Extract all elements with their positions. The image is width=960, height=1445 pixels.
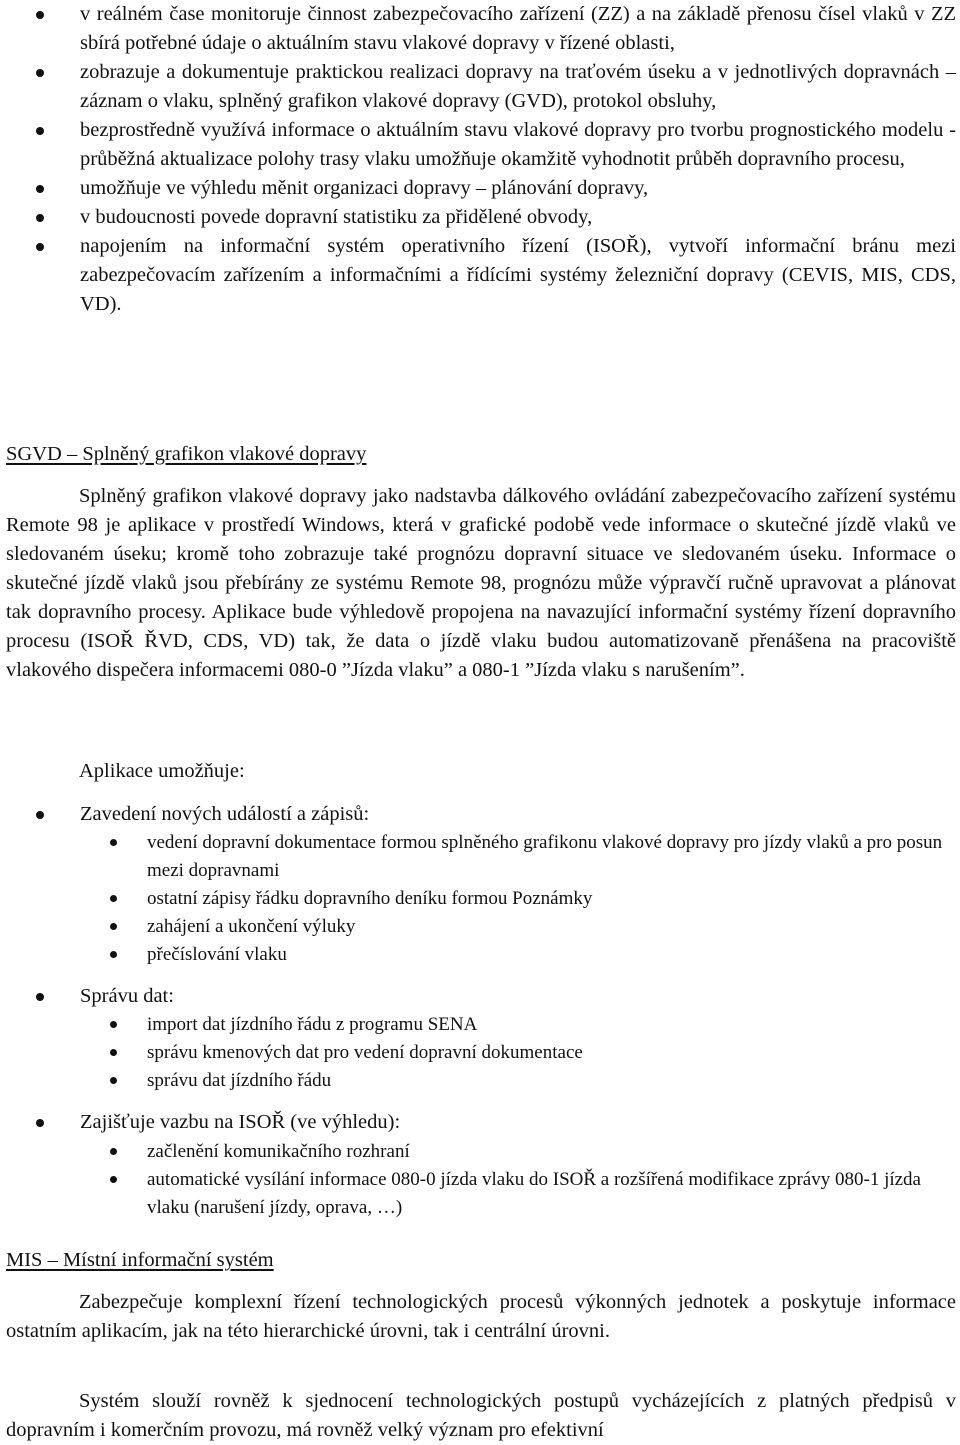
bullet-icon <box>36 185 44 193</box>
bullet-icon <box>36 214 44 222</box>
group-title: Zavedení nových událostí a zápisů: <box>0 800 956 829</box>
list-item: správu kmenových dat pro vedení dopravní dokumentace <box>0 1039 956 1067</box>
group-list-2 <box>0 982 956 1011</box>
bullet-icon <box>110 1021 117 1028</box>
list-item: přečíslování vlaku <box>0 941 956 969</box>
list-item: bezprostředně využívá informace o aktuálním stavu vlakové dopravy pro tvorbu prognostického modelu - průběžná aktualizace polohy trasy vlaku umožňuje okamžitě vyhodnotit průběh dopravního procesu, <box>0 116 956 174</box>
list-item: začlenění komunikačního rozhraní <box>0 1138 956 1166</box>
list-item: napojením na informační systém operativního řízení (ISOŘ), vytvoří informační bránu mezi zabezpečovacím zařízením a informačními a řídícími systémy železniční dopravy (CEVIS, MIS, CDS, VD). <box>0 232 956 319</box>
list-item: import dat jízdního řádu z programu SENA <box>0 1011 956 1039</box>
list-item: správu dat jízdního řádu <box>0 1067 956 1095</box>
feature-list <box>0 0 956 319</box>
list-item: automatické vysílání informace 080-0 jízda vlaku do ISOŘ a rozšířená modifikace zprávy 080-1 jízda vlaku (narušení jízdy, oprava, …) <box>0 1166 956 1222</box>
bullet-icon <box>110 839 117 846</box>
list-item: ostatní zápisy řádku dopravního deníku formou Poznámky <box>0 885 956 913</box>
bullet-icon <box>110 951 117 958</box>
bullet-icon <box>110 923 117 930</box>
bullet-icon <box>36 127 44 135</box>
group-items-3 <box>0 1138 956 1222</box>
mis-heading: MIS – Místní informační systém <box>6 1249 274 1271</box>
bullet-icon <box>36 993 44 1001</box>
mis-paragraph-1: Zabezpečuje komplexní řízení technologických procesů výkonných jednotek a poskytuje informace ostatním aplikacím, jak na této hierarchické úrovni, tak i centrální úrovni. <box>6 1291 956 1342</box>
bullet-icon <box>110 1148 117 1155</box>
bullet-icon <box>110 895 117 902</box>
bullet-icon <box>110 1077 117 1084</box>
group-items-2 <box>0 1011 956 1095</box>
list-item: vedení dopravní dokumentace formou splněného grafikonu vlakové dopravy pro jízdy vlaků a pro posun mezi dopravnami <box>0 829 956 885</box>
group-items-1 <box>0 829 956 969</box>
group-list-3 <box>0 1108 956 1137</box>
mis-paragraph-2: Systém slouží rovněž k sjednocení technologických postupů vycházejících z platných předpisů v dopravním i komerčním provozu, má rovněž velký význam pro efektivní <box>6 1390 956 1441</box>
bullet-icon <box>36 69 44 77</box>
sgvd-paragraph: Splněný grafikon vlakové dopravy jako nadstavba dálkového ovládání zabezpečovacího zařízení systému Remote 98 je aplikace v prostředí Windows, která v grafické podobě vede informace o skutečné jízdě vlaků ve sledovaném úseku; kromě toho zobrazuje také prognózu dopravní situace ve sledovaném úseku. Informace o skutečné jízdě vlaků jsou přebírány ze systému Remote 98, prognózu může výpravčí ručně upravovat a plánovat tak dopravního procesy. Aplikace bude výhledově propojena na navazující informační systémy řízení dopravního procesu (ISOŘ ŘVD, CDS, VD) tak, že data o jízdě vlaku budou automatizovaně přenášena na pracoviště vlakového dispečera informacemi 080-0 ”Jízda vlaku” a 080-1 ”Jízda vlaku s narušením”. <box>6 485 956 681</box>
bullet-icon <box>36 11 44 19</box>
bullet-icon <box>110 1049 117 1056</box>
list-item: zahájení a ukončení výluky <box>0 913 956 941</box>
list-item: v reálném čase monitoruje činnost zabezpečovacího zařízení (ZZ) a na základě přenosu čísel vlaků v ZZ sbírá potřebné údaje o aktuálním stavu vlakové dopravy v řízené oblasti, <box>0 0 956 58</box>
bullet-icon <box>36 1119 44 1127</box>
group-title: Zajišťuje vazbu na ISOŘ (ve výhledu): <box>0 1108 956 1137</box>
app-intro: Aplikace umožňuje: <box>79 760 245 782</box>
list-item: zobrazuje a dokumentuje praktickou realizaci dopravy na traťovém úseku a v jednotlivých dopravnách – záznam o vlaku, splněný grafikon vlakové dopravy (GVD), protokol obsluhy, <box>0 58 956 116</box>
sgvd-heading: SGVD – Splněný grafikon vlakové dopravy <box>6 443 367 465</box>
group-list-1 <box>0 800 956 829</box>
bullet-icon <box>36 811 44 819</box>
bullet-icon <box>36 243 44 251</box>
group-title: Správu dat: <box>0 982 956 1011</box>
bullet-icon <box>110 1176 117 1183</box>
list-item: v budoucnosti povede dopravní statistiku za přidělené obvody, <box>0 203 956 232</box>
list-item: umožňuje ve výhledu měnit organizaci dopravy – plánování dopravy, <box>0 174 956 203</box>
